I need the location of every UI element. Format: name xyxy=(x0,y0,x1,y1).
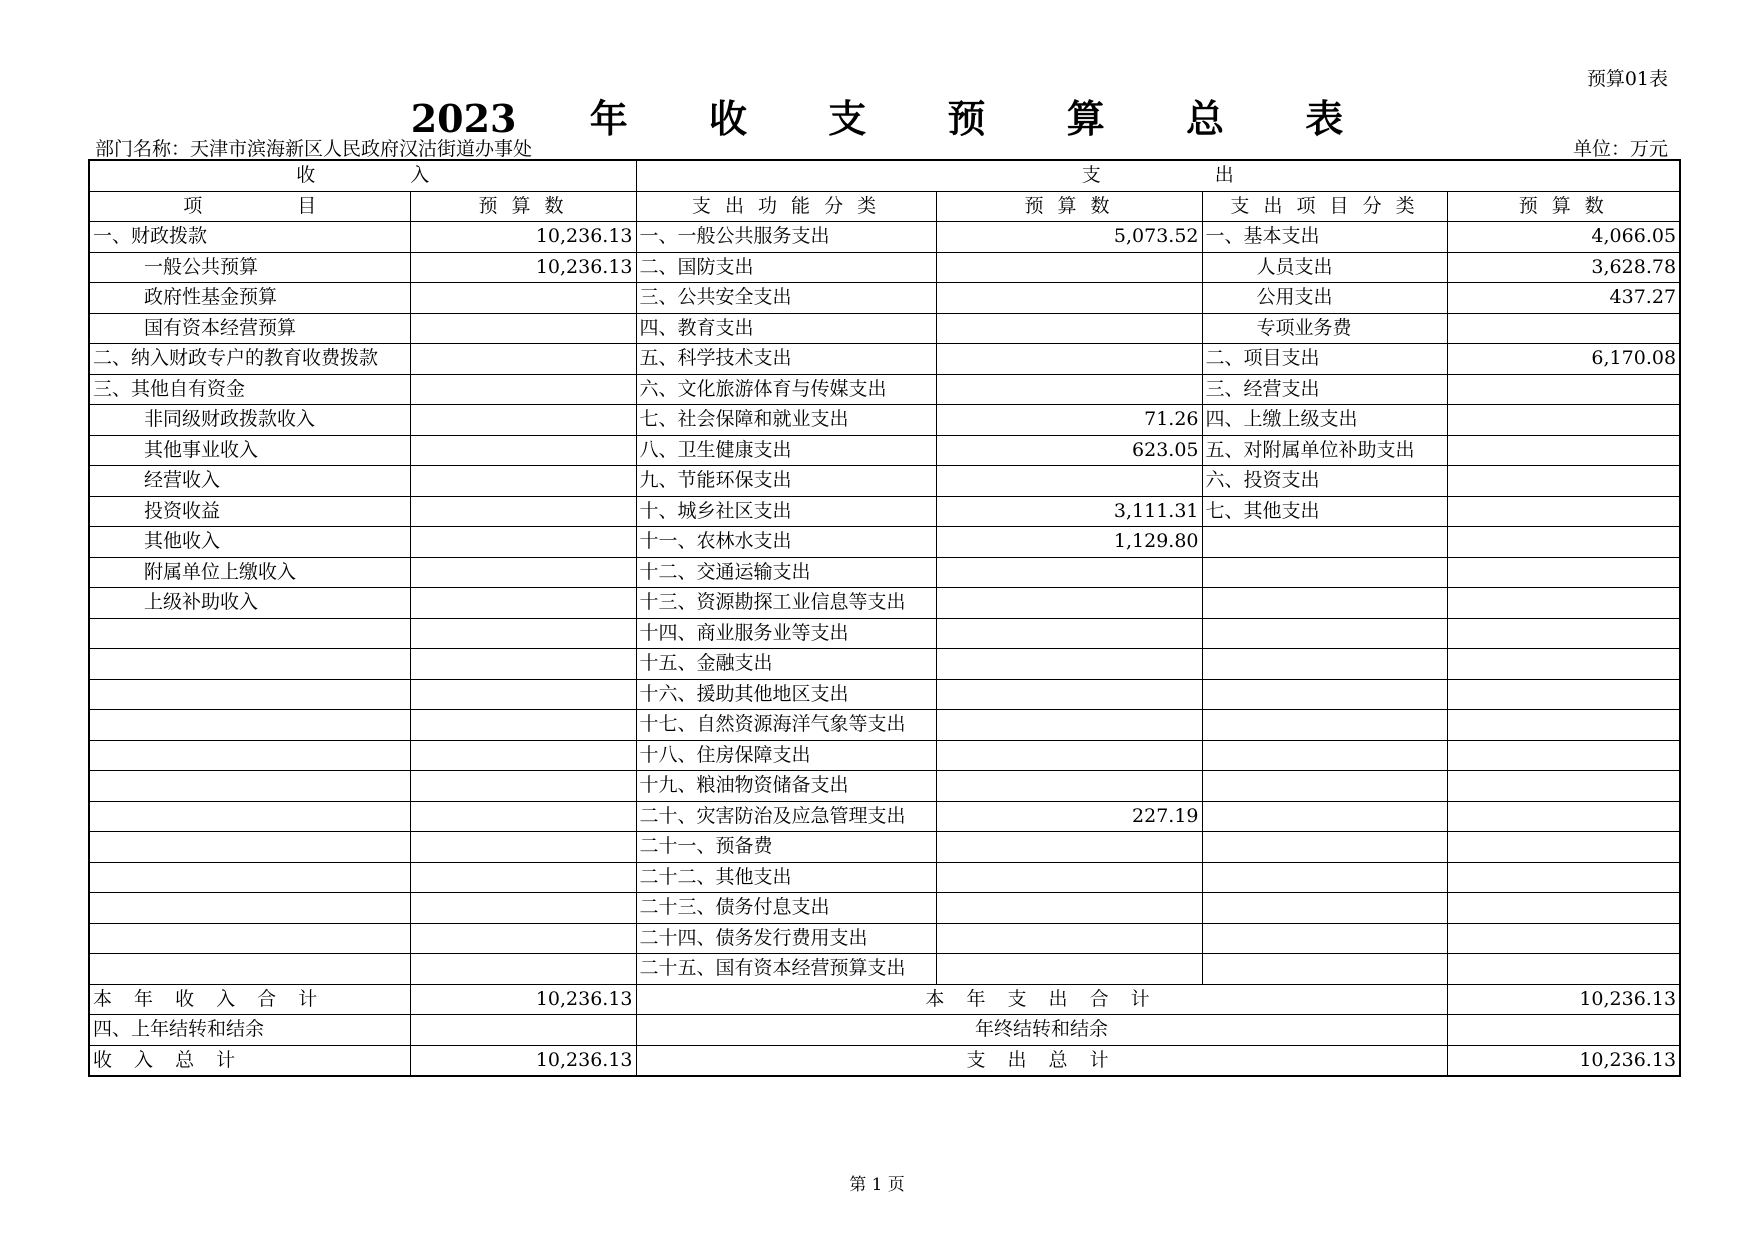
table-row xyxy=(89,283,1680,314)
income-item xyxy=(89,923,410,954)
function-value xyxy=(936,771,1202,802)
economic-item xyxy=(1202,527,1447,558)
economic-item: 人员支出 xyxy=(1202,252,1447,283)
economic-item: 二、项目支出 xyxy=(1202,344,1447,375)
table-row xyxy=(89,435,1680,466)
income-header: 收 入 xyxy=(89,160,636,191)
carryover-row-income-value xyxy=(410,1015,636,1046)
function-item: 十、城乡社区支出 xyxy=(636,496,936,527)
income-value xyxy=(410,710,636,741)
economic-item xyxy=(1202,588,1447,619)
income-value xyxy=(410,771,636,802)
economic-value xyxy=(1447,862,1680,893)
income-value xyxy=(410,344,636,375)
year-total-row-income-value: 10,236.13 xyxy=(410,984,636,1015)
economic-value: 6,170.08 xyxy=(1447,344,1680,375)
income-value xyxy=(410,466,636,497)
carryover-row-income-label: 四、上年结转和结余 xyxy=(89,1015,410,1046)
economic-value: 4,066.05 xyxy=(1447,222,1680,253)
income-value xyxy=(410,313,636,344)
form-number: 预算01表 xyxy=(1586,68,1668,90)
economic-item xyxy=(1202,771,1447,802)
income-value xyxy=(410,649,636,680)
year-total-row-income-label: 本 年 收 入 合 计 xyxy=(89,984,410,1015)
economic-item xyxy=(1202,557,1447,588)
title-char: 预 xyxy=(947,96,986,141)
economic-value xyxy=(1447,832,1680,863)
income-value xyxy=(410,679,636,710)
function-item: 十九、粮油物资储备支出 xyxy=(636,771,936,802)
header-row-2 xyxy=(89,191,1680,222)
function-value xyxy=(936,649,1202,680)
economic-value xyxy=(1447,618,1680,649)
table-row xyxy=(89,527,1680,558)
department-name: 部门名称：天津市滨海新区人民政府汉沽街道办事处 xyxy=(95,138,533,160)
function-item: 十八、住房保障支出 xyxy=(636,740,936,771)
economic-item xyxy=(1202,679,1447,710)
economic-value xyxy=(1447,496,1680,527)
economic-value xyxy=(1447,588,1680,619)
income-item: 上级补助收入 xyxy=(89,588,410,619)
header-row-1 xyxy=(89,160,1680,191)
page-number: 第 1 页 xyxy=(849,1175,905,1195)
economic-item xyxy=(1202,893,1447,924)
function-value: 3,111.31 xyxy=(936,496,1202,527)
function-item: 九、节能环保支出 xyxy=(636,466,936,497)
economic-value xyxy=(1447,435,1680,466)
income-item xyxy=(89,801,410,832)
function-item: 一、一般公共服务支出 xyxy=(636,222,936,253)
income-item: 其他事业收入 xyxy=(89,435,410,466)
economic-item xyxy=(1202,862,1447,893)
economic-item: 四、上缴上级支出 xyxy=(1202,405,1447,436)
title-char: 收 xyxy=(708,96,747,141)
economic-item: 公用支出 xyxy=(1202,283,1447,314)
function-item: 十二、交通运输支出 xyxy=(636,557,936,588)
income-item xyxy=(89,710,410,741)
economic-value xyxy=(1447,923,1680,954)
income-item: 三、其他自有资金 xyxy=(89,374,410,405)
table-row xyxy=(89,771,1680,802)
function-value: 623.05 xyxy=(936,435,1202,466)
economic-item: 专项业务费 xyxy=(1202,313,1447,344)
income-value xyxy=(410,801,636,832)
economic-item: 五、对附属单位补助支出 xyxy=(1202,435,1447,466)
income-value xyxy=(410,954,636,985)
title-year: 2023 xyxy=(410,96,517,141)
table-row xyxy=(89,740,1680,771)
title-char: 总 xyxy=(1185,96,1224,141)
title-char: 年 xyxy=(589,96,628,141)
function-item: 二十、灾害防治及应急管理支出 xyxy=(636,801,936,832)
function-item: 十七、自然资源海洋气象等支出 xyxy=(636,710,936,741)
function-value xyxy=(936,862,1202,893)
income-value xyxy=(410,405,636,436)
economic-item xyxy=(1202,801,1447,832)
year-total-row-expense-value: 10,236.13 xyxy=(1447,984,1680,1015)
title-char: 表 xyxy=(1305,96,1344,141)
function-value xyxy=(936,923,1202,954)
function-item: 六、文化旅游体育与传媒支出 xyxy=(636,374,936,405)
function-value xyxy=(936,740,1202,771)
function-value: 5,073.52 xyxy=(936,222,1202,253)
expense-header: 支 出 xyxy=(636,160,1680,191)
table-row xyxy=(89,496,1680,527)
economic-value xyxy=(1447,466,1680,497)
income-value xyxy=(410,588,636,619)
table-row xyxy=(89,893,1680,924)
income-item xyxy=(89,832,410,863)
income-item xyxy=(89,771,410,802)
function-value: 227.19 xyxy=(936,801,1202,832)
economic-value xyxy=(1447,801,1680,832)
function-item: 二十四、债务发行费用支出 xyxy=(636,923,936,954)
income-value xyxy=(410,893,636,924)
title-char: 算 xyxy=(1066,96,1105,141)
table-row xyxy=(89,588,1680,619)
economic-value xyxy=(1447,649,1680,680)
function-value xyxy=(936,313,1202,344)
income-item xyxy=(89,862,410,893)
function-class-header: 支 出 功 能 分 类 xyxy=(636,191,936,222)
income-item: 投资收益 xyxy=(89,496,410,527)
economic-value xyxy=(1447,557,1680,588)
table-row xyxy=(89,344,1680,375)
economic-item xyxy=(1202,618,1447,649)
year-total-row-expense-label: 本 年 支 出 合 计 xyxy=(636,984,1447,1015)
year-total-row xyxy=(89,984,1680,1015)
income-item: 一般公共预算 xyxy=(89,252,410,283)
function-budget-header: 预 算 数 xyxy=(936,191,1202,222)
function-item: 十六、援助其他地区支出 xyxy=(636,679,936,710)
function-value xyxy=(936,679,1202,710)
table-row xyxy=(89,710,1680,741)
function-value xyxy=(936,954,1202,985)
income-value xyxy=(410,618,636,649)
economic-item xyxy=(1202,649,1447,680)
function-item: 二十五、国有资本经营预算支出 xyxy=(636,954,936,985)
economic-item xyxy=(1202,832,1447,863)
function-value xyxy=(936,893,1202,924)
function-item: 四、教育支出 xyxy=(636,313,936,344)
table-row xyxy=(89,923,1680,954)
income-item: 附属单位上缴收入 xyxy=(89,557,410,588)
income-item: 二、纳入财政专户的教育收费拨款 xyxy=(89,344,410,375)
table-row xyxy=(89,679,1680,710)
title-char: 支 xyxy=(828,96,867,141)
function-item: 十五、金融支出 xyxy=(636,649,936,680)
income-item: 政府性基金预算 xyxy=(89,283,410,314)
table-row xyxy=(89,313,1680,344)
item-class-header: 支 出 项 目 分 类 xyxy=(1202,191,1447,222)
item-budget-header: 预 算 数 xyxy=(1447,191,1680,222)
function-value: 1,129.80 xyxy=(936,527,1202,558)
function-value xyxy=(936,466,1202,497)
function-value xyxy=(936,252,1202,283)
income-value xyxy=(410,496,636,527)
function-value xyxy=(936,344,1202,375)
function-value xyxy=(936,557,1202,588)
table-row xyxy=(89,649,1680,680)
income-item xyxy=(89,740,410,771)
economic-value xyxy=(1447,313,1680,344)
income-item: 经营收入 xyxy=(89,466,410,497)
function-item: 三、公共安全支出 xyxy=(636,283,936,314)
function-item: 五、科学技术支出 xyxy=(636,344,936,375)
function-value xyxy=(936,832,1202,863)
income-value xyxy=(410,832,636,863)
income-item xyxy=(89,679,410,710)
income-item: 一、财政拨款 xyxy=(89,222,410,253)
table-row xyxy=(89,954,1680,985)
economic-item xyxy=(1202,923,1447,954)
income-value xyxy=(410,527,636,558)
income-value xyxy=(410,740,636,771)
grand-total-row-income-label: 收 入 总 计 xyxy=(89,1045,410,1076)
table-row xyxy=(89,832,1680,863)
function-item: 十三、资源勘探工业信息等支出 xyxy=(636,588,936,619)
table-row xyxy=(89,557,1680,588)
function-value xyxy=(936,618,1202,649)
economic-item xyxy=(1202,740,1447,771)
income-item xyxy=(89,954,410,985)
income-item-header: 项 目 xyxy=(89,191,410,222)
income-item xyxy=(89,618,410,649)
income-value xyxy=(410,283,636,314)
function-value xyxy=(936,710,1202,741)
carryover-row xyxy=(89,1015,1680,1046)
economic-item: 三、经营支出 xyxy=(1202,374,1447,405)
economic-value xyxy=(1447,740,1680,771)
economic-value xyxy=(1447,679,1680,710)
economic-item: 七、其他支出 xyxy=(1202,496,1447,527)
unit-label: 单位：万元 xyxy=(1572,138,1668,160)
economic-item: 一、基本支出 xyxy=(1202,222,1447,253)
economic-value xyxy=(1447,893,1680,924)
function-item: 二十一、预备费 xyxy=(636,832,936,863)
function-item: 八、卫生健康支出 xyxy=(636,435,936,466)
income-budget-header: 预 算 数 xyxy=(410,191,636,222)
economic-value: 437.27 xyxy=(1447,283,1680,314)
income-value xyxy=(410,862,636,893)
table-row xyxy=(89,252,1680,283)
income-item: 国有资本经营预算 xyxy=(89,313,410,344)
carryover-row-expense-label: 年终结转和结余 xyxy=(636,1015,1447,1046)
income-value xyxy=(410,374,636,405)
grand-total-row-income-value: 10,236.13 xyxy=(410,1045,636,1076)
income-value: 10,236.13 xyxy=(410,252,636,283)
income-value xyxy=(410,435,636,466)
function-value xyxy=(936,588,1202,619)
income-value xyxy=(410,557,636,588)
function-item: 二、国防支出 xyxy=(636,252,936,283)
economic-value xyxy=(1447,374,1680,405)
economic-value xyxy=(1447,771,1680,802)
grand-total-row-expense-label: 支 出 总 计 xyxy=(636,1045,1447,1076)
income-value: 10,236.13 xyxy=(410,222,636,253)
grand-total-row xyxy=(89,1045,1680,1076)
economic-value xyxy=(1447,527,1680,558)
function-item: 二十三、债务付息支出 xyxy=(636,893,936,924)
table-row xyxy=(89,374,1680,405)
function-item: 七、社会保障和就业支出 xyxy=(636,405,936,436)
economic-value xyxy=(1447,710,1680,741)
income-value xyxy=(410,923,636,954)
table-row xyxy=(89,222,1680,253)
economic-item xyxy=(1202,710,1447,741)
economic-item xyxy=(1202,954,1447,985)
budget-table xyxy=(88,159,1681,1077)
function-value: 71.26 xyxy=(936,405,1202,436)
table-row xyxy=(89,801,1680,832)
function-item: 二十二、其他支出 xyxy=(636,862,936,893)
table-row xyxy=(89,405,1680,436)
grand-total-row-expense-value: 10,236.13 xyxy=(1447,1045,1680,1076)
economic-value xyxy=(1447,954,1680,985)
table-row xyxy=(89,466,1680,497)
economic-value xyxy=(1447,405,1680,436)
carryover-row-expense-value xyxy=(1447,1015,1680,1046)
table-row xyxy=(89,618,1680,649)
income-item xyxy=(89,893,410,924)
function-value xyxy=(936,374,1202,405)
function-item: 十一、农林水支出 xyxy=(636,527,936,558)
income-item xyxy=(89,649,410,680)
function-item: 十四、商业服务业等支出 xyxy=(636,618,936,649)
function-value xyxy=(936,283,1202,314)
table-row xyxy=(89,862,1680,893)
income-item: 其他收入 xyxy=(89,527,410,558)
economic-item: 六、投资支出 xyxy=(1202,466,1447,497)
income-item: 非同级财政拨款收入 xyxy=(89,405,410,436)
economic-value: 3,628.78 xyxy=(1447,252,1680,283)
